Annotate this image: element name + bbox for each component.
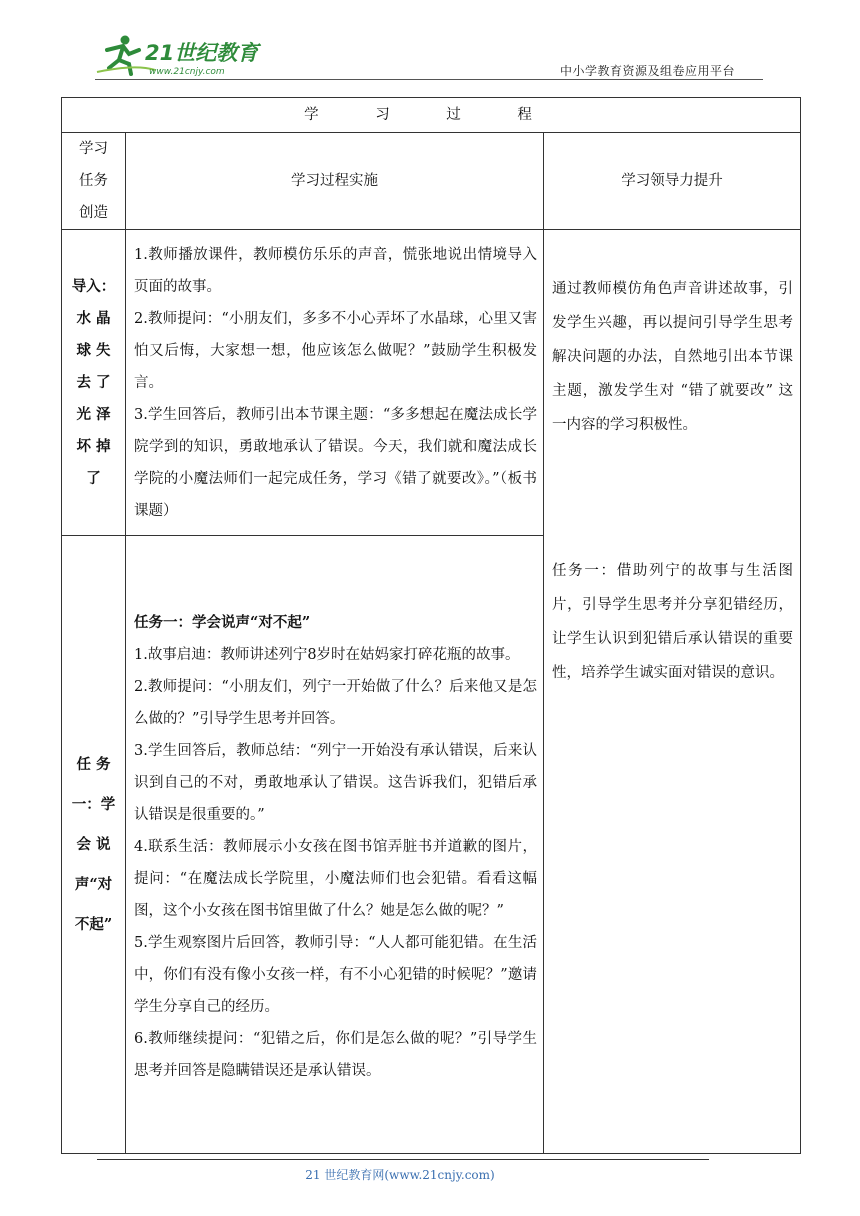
task1-step: 6.教师继续提问：“犯错之后，你们是怎么做的呢？”引导学生思考并回答是隐瞒错误还是承认错误。 [134,1030,537,1079]
footer-divider [97,1159,709,1160]
intro-implementation [126,230,544,536]
task1-implementation [126,536,544,1154]
header-leadership: 学习领导力提升 [544,133,801,230]
21cnjy-logo [95,34,265,78]
stage-task1: 任 务 一：学 会 说 声“对 不起” [62,536,126,1154]
header-task-creation: 学习 任务 创造 [62,133,126,230]
leadership-column [544,230,801,1154]
stage-intro: 导入： 水 晶 球 失 去 了 光 泽 坏 掉 了 [62,230,126,536]
learning-process-table [61,97,801,1154]
task1-title: 任务一：学会说声“对不起” [134,613,311,631]
task1-leadership: 任务一：借助列宁的故事与生活图片，引导学生思考并分享犯错经历，让学生认识到犯错后承认错误的重要性，培养学生诚实面对错误的意识。 [552,563,794,681]
intro-leadership: 通过教师模仿角色声音讲述故事，引发学生兴趣，再以提问引导学生思考解决问题的办法，自然地引出本节课主题，激发学生对 “错了就要改” 这一内容的学习积极性。 [552,281,794,433]
svg-text:21世纪教育: 21世纪教育 [145,41,259,65]
task1-step: 2.教师提问：“小朋友们，列宁一开始做了什么？后来他又是怎么做的？”引导学生思考并回答。 [134,678,537,727]
task1-step: 4.联系生活：教师展示小女孩在图书馆弄脏书并道歉的图片，提问：“在魔法成长学院里，小魔法师们也会犯错。看看这幅图，这个小女孩在图书馆里做了什么？她是怎么做的呢？” [134,838,537,919]
svg-text:www.21cnjy.com: www.21cnjy.com [149,67,225,77]
intro-step: 1.教师播放课件，教师模仿乐乐的声音，慌张地说出情境导入页面的故事。 [134,246,537,295]
footer-site[interactable]: 21 世纪教育网(www.21cnjy.com) [305,1168,495,1182]
header-implementation: 学习过程实施 [126,133,544,230]
task1-step: 1.故事启迪：教师讲述列宁8岁时在姑妈家打碎花瓶的故事。 [134,646,520,663]
platform-name: 中小学教育资源及组卷应用平台 [560,64,736,78]
task1-step: 5.学生观察图片后回答，教师引导：“人人都可能犯错。在生活中，你们有没有像小女孩一样，有不小心犯错的时候呢？”邀请学生分享自己的经历。 [134,934,537,1015]
intro-step: 3.学生回答后，教师引出本节课主题：“多多想起在魔法成长学院学到的知识，勇敢地承认了错误。今天，我们就和魔法成长学院的小魔法师们一起完成任务，学习《错了就要改》。”（板书课题） [134,406,537,519]
task1-step: 3.学生回答后，教师总结：“列宁一开始没有承认错误，后来认识到自己的不对，勇敢地承认了错误。这告诉我们，犯错后承认错误是很重要的。” [134,742,537,823]
header-divider [95,79,763,80]
table-title: 学 习 过 程 [62,98,801,133]
intro-step: 2.教师提问：“小朋友们，多多不小心弄坏了水晶球，心里又害怕又后悔，大家想一想，他应该怎么做呢？”鼓励学生积极发言。 [134,310,537,391]
page-header [0,0,860,90]
